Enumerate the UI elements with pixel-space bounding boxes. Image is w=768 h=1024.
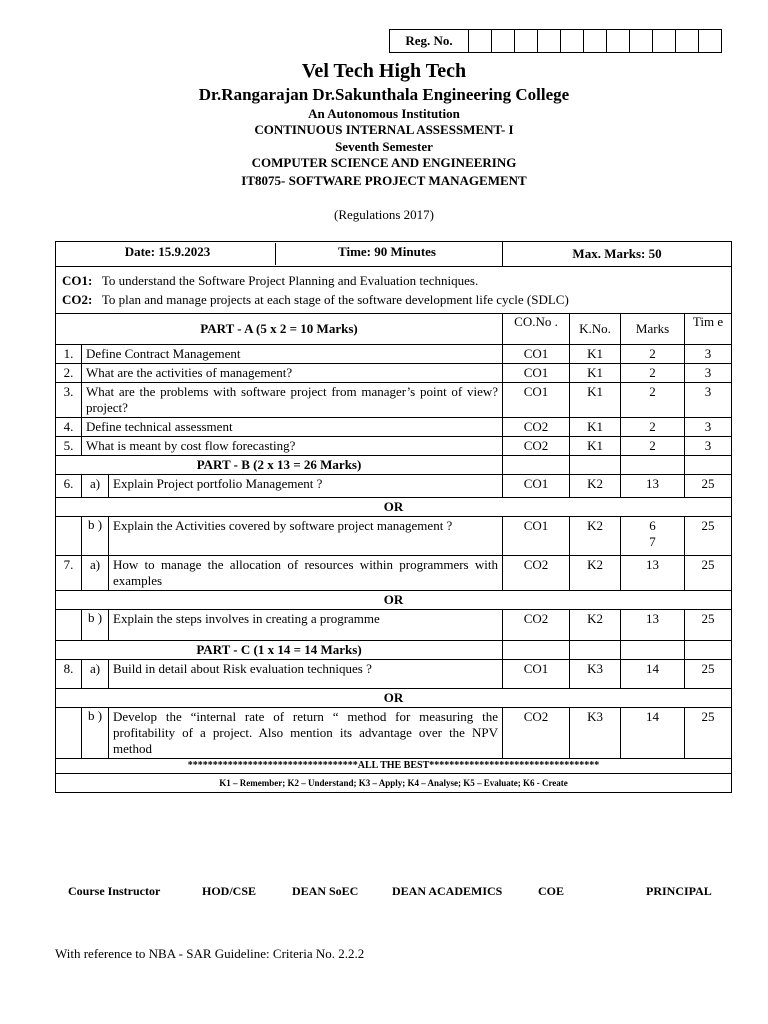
- sub-label: a): [82, 475, 109, 498]
- marks-value: 2: [621, 383, 685, 418]
- or-divider: OR: [56, 498, 732, 517]
- table-row: [56, 475, 732, 498]
- table-row: [56, 556, 732, 591]
- time-value: 25: [685, 517, 732, 556]
- autonomous-line: An Autonomous Institution: [308, 106, 460, 121]
- co-value: CO1: [503, 364, 570, 383]
- question-number: 5.: [56, 437, 82, 456]
- k-value: K1: [570, 437, 621, 456]
- part-b-heading: PART - B (2 x 13 = 26 Marks): [56, 456, 503, 475]
- co-value: CO1: [503, 517, 570, 556]
- co-value: CO2: [503, 556, 570, 591]
- time-value: 25: [685, 475, 732, 498]
- reg-no-cell: [515, 30, 538, 53]
- question-text: Explain the Activities covered by software project management ?: [109, 517, 503, 556]
- co-value: CO2: [503, 708, 570, 759]
- col-marks-header: Marks: [621, 314, 685, 345]
- table-row: [56, 345, 732, 364]
- question-number: 6.: [56, 475, 82, 498]
- signatory-dean-academics: DEAN ACADEMICS: [392, 884, 503, 898]
- table-row: [56, 610, 732, 641]
- time-value: 3: [685, 418, 732, 437]
- semester: Seventh Semester: [335, 139, 433, 154]
- marks-value: 14: [621, 708, 685, 759]
- time-value: 25: [685, 708, 732, 759]
- question-text: What is meant by cost flow forecasting?: [82, 437, 503, 456]
- nba-reference: With reference to NBA - SAR Guideline: Criteria No. 2.2.2: [55, 946, 365, 961]
- table-row: [56, 437, 732, 456]
- reg-no-cell: [538, 30, 561, 53]
- co2-label: CO2:: [62, 292, 93, 307]
- co-value: CO1: [503, 660, 570, 689]
- sub-label: b ): [82, 708, 109, 759]
- reg-no-label: Reg. No.: [390, 30, 469, 53]
- reg-no-cell: [676, 30, 699, 53]
- sub-label: b ): [82, 517, 109, 556]
- marks-value: 2: [621, 418, 685, 437]
- marks-value: 6 7: [621, 517, 685, 556]
- table-row: [56, 708, 732, 759]
- k-value: K2: [570, 517, 621, 556]
- k-value: K3: [570, 660, 621, 689]
- reg-no-cell: [561, 30, 584, 53]
- course-outcomes: [56, 267, 732, 314]
- table-row: [56, 418, 732, 437]
- part-a-heading: PART - A (5 x 2 = 10 Marks): [56, 314, 503, 345]
- exam-name: CONTINUOUS INTERNAL ASSESSMENT- I: [254, 122, 514, 137]
- signatory-coe: COE: [538, 884, 565, 898]
- reg-no-cell: [607, 30, 630, 53]
- part-c-heading: PART - C (1 x 14 = 14 Marks): [56, 641, 503, 660]
- sub-label: b ): [82, 610, 109, 641]
- question-number: 3.: [56, 383, 82, 418]
- co1-text: To understand the Software Project Planning and Evaluation techniques.: [101, 273, 479, 288]
- k-value: K1: [570, 364, 621, 383]
- reg-no-box: [389, 29, 722, 53]
- question-number: 4.: [56, 418, 82, 437]
- question-number: 2.: [56, 364, 82, 383]
- question-number: 1.: [56, 345, 82, 364]
- k-value: K2: [570, 475, 621, 498]
- question-text: How to manage the allocation of resources within programmers with examples: [109, 556, 503, 591]
- co2-text: To plan and manage projects at each stage of the software development life cycle (SDLC): [101, 292, 569, 307]
- co-value: CO1: [503, 475, 570, 498]
- co1-label: CO1:: [62, 273, 93, 288]
- time-value: 3: [685, 383, 732, 418]
- exam-time: Time: 90 Minutes: [338, 244, 436, 259]
- course-title: IT8075- SOFTWARE PROJECT MANAGEMENT: [241, 173, 527, 188]
- question-text: Develop the “internal rate of return “ method for measuring the profitability of a project. Also mention its advantage over the NPV method: [109, 708, 503, 759]
- time-value: 3: [685, 345, 732, 364]
- marks-value: 13: [621, 556, 685, 591]
- reg-no-cell: [469, 30, 492, 53]
- marks-value: 2: [621, 437, 685, 456]
- k-value: K3: [570, 708, 621, 759]
- all-the-best: **********************************ALL THE BEST**********************************: [56, 759, 732, 774]
- signatory-hod: HOD/CSE: [202, 884, 257, 898]
- col-co-header: CO.No .: [503, 314, 570, 345]
- k-value: K1: [570, 345, 621, 364]
- k-value: K1: [570, 418, 621, 437]
- meta-row: [56, 242, 503, 267]
- question-text: Build in detail about Risk evaluation techniques ?: [109, 660, 503, 689]
- signatory-course-instructor: Course Instructor: [68, 884, 161, 898]
- question-number: 7.: [56, 556, 82, 591]
- time-value: 25: [685, 610, 732, 641]
- question-text: Define technical assessment: [82, 418, 503, 437]
- sub-label: a): [82, 556, 109, 591]
- time-value: 3: [685, 437, 732, 456]
- knowledge-level-legend: K1 – Remember; K2 – Understand; K3 – Apply; K4 – Analyse; K5 – Evaluate; K6 - Create: [56, 774, 732, 793]
- marks-value: 13: [621, 475, 685, 498]
- col-k-header: K.No.: [570, 314, 621, 345]
- signatory-dean-soec: DEAN SoEC: [292, 884, 359, 898]
- co-value: CO2: [503, 418, 570, 437]
- question-text: Define Contract Management: [82, 345, 503, 364]
- k-value: K2: [570, 610, 621, 641]
- reg-no-cell: [584, 30, 607, 53]
- question-text: Explain Project portfolio Management ?: [109, 475, 503, 498]
- reg-no-cell: [492, 30, 515, 53]
- time-value: 25: [685, 556, 732, 591]
- signatory-principal: PRINCIPAL: [646, 884, 712, 898]
- marks-value: 2: [621, 364, 685, 383]
- table-row: [56, 364, 732, 383]
- k-value: K2: [570, 556, 621, 591]
- marks-value: 2: [621, 345, 685, 364]
- reg-no-cell: [699, 30, 722, 53]
- table-row: [56, 517, 732, 556]
- table-row: [56, 660, 732, 689]
- regulations: (Regulations 2017): [333, 207, 434, 222]
- exam-date: Date: 15.9.2023: [124, 244, 211, 259]
- question-number: 8.: [56, 660, 82, 689]
- question-text: Explain the steps involves in creating a programme: [109, 610, 503, 641]
- sub-label: a): [82, 660, 109, 689]
- time-value: 25: [685, 660, 732, 689]
- col-time-header: Tim e: [685, 314, 732, 345]
- institution-title: Vel Tech High Tech: [301, 60, 467, 82]
- marks-value: 14: [621, 660, 685, 689]
- max-marks: Max. Marks: 50: [503, 242, 732, 267]
- question-text: What are the activities of management?: [82, 364, 503, 383]
- co-value: CO1: [503, 383, 570, 418]
- time-value: 3: [685, 364, 732, 383]
- college-name: Dr.Rangarajan Dr.Sakunthala Engineering College: [198, 85, 570, 104]
- marks-value: 13: [621, 610, 685, 641]
- co-value: CO1: [503, 345, 570, 364]
- k-value: K1: [570, 383, 621, 418]
- or-divider: OR: [56, 591, 732, 610]
- reg-no-cell: [630, 30, 653, 53]
- department: COMPUTER SCIENCE AND ENGINEERING: [251, 155, 517, 170]
- reg-no-cell: [653, 30, 676, 53]
- question-text: What are the problems with software project from manager’s point of view? project?: [82, 383, 503, 418]
- table-row: [56, 383, 732, 418]
- co-value: CO2: [503, 610, 570, 641]
- question-paper-table: [55, 241, 732, 793]
- co-value: CO2: [503, 437, 570, 456]
- or-divider: OR: [56, 689, 732, 708]
